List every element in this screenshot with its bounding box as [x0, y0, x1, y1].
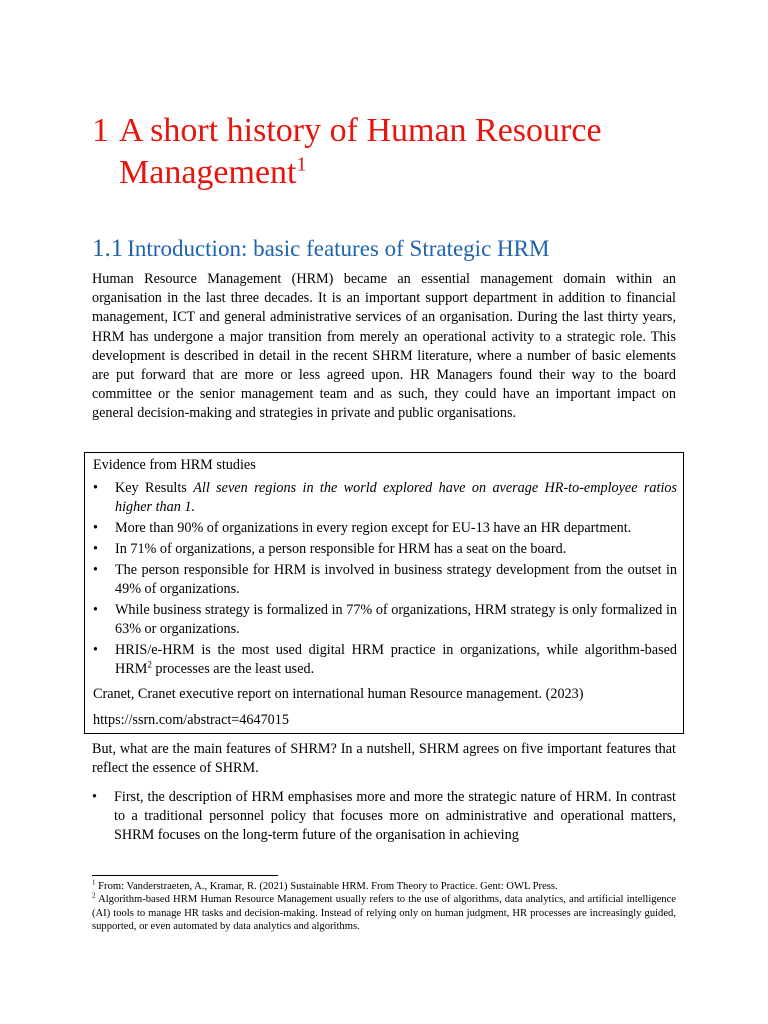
evidence-item: • In 71% of organizations, a person responsible for HRM has a seat on the board.: [93, 540, 677, 559]
chapter-number: 1: [92, 112, 109, 149]
footnote-2: [92, 893, 676, 933]
evidence-item: [93, 479, 677, 517]
chapter-title-line2: Management: [119, 154, 297, 191]
intro-paragraph: Human Resource Management (HRM) became an essential management domain within an organisation in the last three decades. It is an important support department in addition to financial management, ICT and general administrative services of an organisation. During the last thirty years, HRM has undergone a major transition from merely an operational activity to a strategic role. This development is described in detail in the recent SHRM literature, where a number of basic elements are put forward that are more or less agreed upon. HR Managers found their way to the board committee or the senior management team and as such, they could have an important impact on general decision-making and strategies in private and public organisations.: [92, 271, 676, 422]
evidence-box-title: Evidence from HRM studies: [93, 457, 256, 473]
features-paragraph: But, what are the main features of SHRM? In a nutshell, SHRM agrees on five important features that reflect the essence of SHRM.: [92, 741, 676, 777]
section-number: 1.1: [92, 235, 124, 262]
features-list: [92, 788, 676, 846]
evidence-item-text: HRIS/e-HRM is the most used digital HRM practice in organizations, while algorithm-based HRM: [115, 642, 677, 677]
evidence-item: • The person responsible for HRM is involved in business strategy development from the outset in 49% of organizations.: [93, 561, 677, 599]
footnotes: [92, 880, 676, 934]
evidence-item-lead: Key Results: [115, 480, 194, 496]
evidence-link[interactable]: https://ssrn.com/abstract=4647015: [93, 712, 289, 728]
footnote-1: [92, 880, 676, 893]
evidence-item: • While business strategy is formalized in 77% of organizations, HRM strategy is only formalized in 63% or organizations.: [93, 601, 677, 639]
evidence-item: • More than 90% of organizations in every region except for EU-13 have an HR department.: [93, 519, 677, 538]
evidence-box: [84, 452, 684, 734]
footnote-text: From: Vanderstraeten, A., Kramar, R. (2021) Sustainable HRM. From Theory to Practice. Gent: OWL Press.: [95, 881, 558, 892]
footnote-text: Algorithm-based HRM Human Resource Management usually refers to the use of algorithms, data analytics, and artificial intelligence (AI) tools to manage HR tasks and decision-making. Instead of relying only on human judgment, HR processes are increasingly guided, supported, or even automated by data analytics and algorithms.: [92, 894, 676, 933]
footnote-number: 1: [92, 878, 96, 887]
footnote-number: 2: [92, 891, 96, 900]
evidence-item: [93, 641, 677, 679]
section-title: Introduction: basic features of Strategic HRM: [127, 236, 550, 261]
features-list-item: • First, the description of HRM emphasises more and more the strategic nature of HRM. In contrast to a traditional personnel policy that focuses more on administrative and operational matters, SHRM focuses on the long-term future of the organisation in achieving: [92, 788, 676, 846]
evidence-list: [93, 479, 677, 681]
chapter-footnote-ref[interactable]: 1: [296, 153, 307, 176]
chapter-title-line1: A short history of Human Resource: [119, 112, 602, 149]
evidence-source: Cranet, Cranet executive report on international human Resource management. (2023): [93, 686, 584, 702]
evidence-item-italic: All seven regions in the world explored have on average HR-to-employee ratios higher than 1.: [115, 480, 677, 515]
section-heading: [92, 234, 692, 264]
evidence-item-text-end: processes are the least used.: [151, 661, 315, 677]
chapter-title: [92, 110, 692, 194]
footnote-separator: [92, 875, 278, 876]
footnote-ref-2[interactable]: 2: [147, 659, 152, 670]
